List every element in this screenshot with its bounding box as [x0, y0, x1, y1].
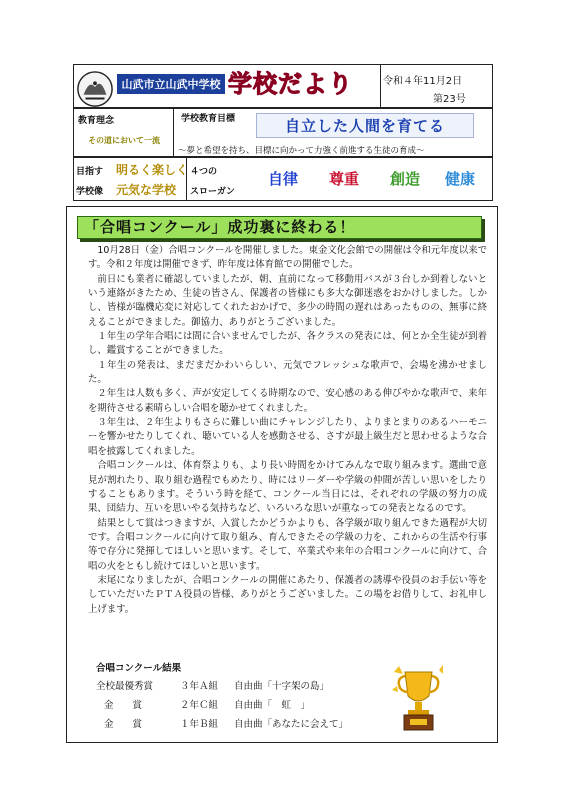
paragraph: 前日にも業者に確認していましたが、朝、直前になって移動用バスが３台しか到着しないという連絡がきたため、生徒の皆さん、保護者の皆様にも多大な御迷惑をおかけしました。しかし、皆様が臨機応変に対応してくれたおかげで、多少の時間の遅れはあったものの、無事に終えることができました。御協力、ありがとうございました。: [88, 273, 487, 328]
ideal-text-1: 明るく楽しく: [116, 163, 189, 177]
results-title: 合唱コンクール結果: [96, 663, 182, 674]
school-goal-label: 学校教育目標: [181, 114, 236, 124]
school-logo-icon: [76, 70, 114, 108]
ideal-label-1: 目指す: [76, 167, 104, 177]
newsletter-title: 学校だより: [228, 70, 353, 98]
school-name: 山武市立山武中学校: [117, 74, 225, 94]
result-song: 自由曲「あなたに会えて」: [234, 719, 349, 730]
philosophy-text: その道において一流: [88, 136, 160, 145]
paragraph: 末尾になりましたが、合唱コンクールの開催にあたり、保護者の誘導や役員のお手伝い等をしていただいたＰＴＡ役員の皆様、ありがとうございました。この場をお借りして、お礼申し上げます。: [88, 574, 487, 615]
slogan-label-1: ４つの: [190, 167, 218, 177]
result-award: 全校最優秀賞: [96, 681, 154, 692]
slogan-3: 創造: [390, 170, 421, 188]
result-award: 金 賞: [104, 719, 143, 730]
slogan-1: 自律: [268, 170, 299, 188]
philosophy-label: 教育理念: [78, 116, 115, 126]
ideal-text-2: 元気な学校: [116, 183, 177, 197]
slogan-label-2: スローガン: [190, 187, 235, 197]
info-divider: [173, 108, 174, 157]
result-song: 自由曲「十字架の島」: [234, 681, 330, 692]
article-headline: 「合唱コンクール」成功裏に終わる！: [77, 216, 482, 239]
trophy-icon: [391, 662, 446, 734]
paragraph: １年生の学年合唱には間に合いませんでしたが、各クラスの発表には、何とか全生徒が到着し、鑑賞することができました。: [88, 331, 487, 357]
article-body: [88, 244, 487, 617]
paragraph: 結果として賞はつきますが、入賞したかどうかよりも、各学級が取り組んできた過程が大切です。合唱コンクールに向けて取り組み、育んできたその学級の力を、これからの生活や行事等で存分に発揮してほしいと思います。そして、卒業式や来年の合唱コンクールに向けて、合唱の火をともし続けてほしいと思います。: [88, 517, 487, 572]
issue-number: 第23号: [433, 94, 466, 105]
result-song: 自由曲「 虹 」: [234, 700, 311, 711]
result-class: ２年Ｃ組: [180, 700, 219, 711]
result-class: １年Ｂ組: [180, 719, 219, 730]
result-award: 金 賞: [104, 700, 143, 711]
paragraph: ３年生は、２年生よりもさらに難しい曲にチャレンジしたり、よりまとまりのあるハーモニーを響かせたりしてくれ、聴いている人を感動させる、さすが最上級生だと思わせるような合唱を披露してくれました。: [88, 417, 487, 457]
paragraph: ２年生は人数も多く、声が安定してくる時期なので、安心感のある伸びやかな歌声で、来年を期待させる素晴らしい合唱を聴かせてくれました。: [88, 388, 487, 414]
paragraph: 10月28日（金）合唱コンクールを開催しました。東金文化会館での開催は令和元年度以来です。令和２年度は開催できず、昨年度は体育館での開催でした。: [88, 245, 487, 271]
slogan-4: 健康: [445, 170, 476, 188]
slogan-2: 尊重: [329, 170, 360, 188]
result-class: ３年Ａ組: [180, 681, 219, 692]
school-goal-subtitle: ～夢と希望を持ち、目標に向かって力強く前進する生徒の育成～: [178, 146, 425, 156]
issue-date: 令和４年11月2日: [383, 76, 463, 87]
paragraph: 合唱コンクールは、体育祭よりも、より長い時間をかけてみんなで取り組みます。選曲で意見が割れたり、取り組む過程でもめたり、時にはリーダーや学級の仲間が苦しい思いをしたりすることもあります。そういう時を経て、コンクール当日には、それぞれの学級の努力の成果、団結力、互いを思いやる気持ちなど、いろいろな思いが重なっての発表となるのです。: [88, 460, 487, 515]
paragraph: １年生の発表は、まだまだかわいらしい、元気でフレッシュな歌声で、会場を沸かせました。: [88, 359, 487, 386]
school-goal: 自立した人間を育てる: [256, 113, 474, 138]
ideal-label-2: 学校像: [76, 187, 104, 197]
header-divider: [380, 64, 381, 108]
